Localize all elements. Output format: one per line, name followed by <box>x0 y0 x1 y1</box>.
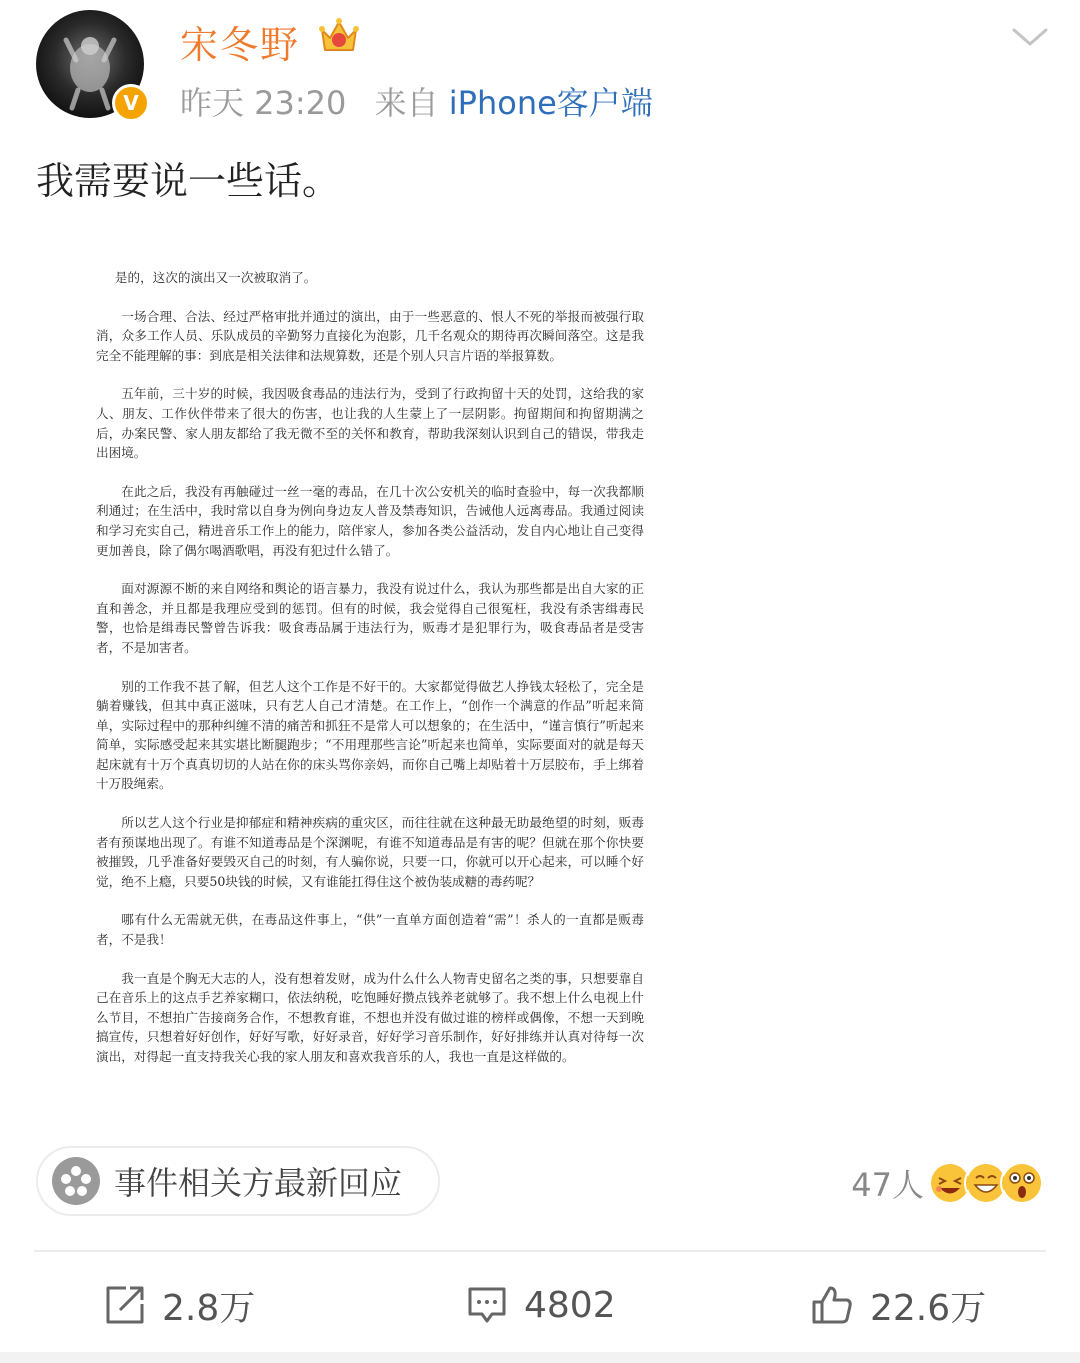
statement-paragraph: 是的，这次的演出又一次被取消了。 <box>114 270 317 285</box>
statement-paragraph: 别的工作我不甚了解，但艺人这个工作是不好干的。大家都觉得做艺人挣钱太轻松了，完全是躺着赚钱，但其中真正滋味，只有艺人自己才清楚。在工作上，“创作一个满意的作品”听起来简单，实际过程中的那种纠缠不清的痛苦和抓狂不是常人可以想象的；在生活中，“谨言慎行”听起来简单，实际感受起来其实堪比断腿跑步；“不用理那些言论”听起来也简单，实际要面对的就是每天起床就有十万个真真切切的人站在你的床头骂你亲妈，而你自己嘴上却贴着十万层胶布，手上绑着十万股绳索。 <box>96 678 644 792</box>
like-icon <box>810 1284 854 1326</box>
post-meta <box>180 78 653 124</box>
verified-badge-icon: V <box>112 84 150 122</box>
crown-icon[interactable] <box>318 16 360 56</box>
statement-image[interactable] <box>96 268 644 1128</box>
post-text: 我需要说一些话。 <box>36 159 341 203</box>
repost-count: 2.8万 <box>162 1287 256 1329</box>
statement-paragraph: 在此之后，我没有再触碰过一丝一毫的毒品，在几十次公安机关的临时查验中，每一次我都顺利通过；在生活中，我时常以自身为例向身边友人普及禁毒知识，告诫他人远离毒品。我通过阅读和学习充实自己，精进音乐工作上的能力，陪伴家人，参加各类公益活动，发自内心地让自己变得更加善良，除了偶尔喝酒歌唱，再没有犯过什么错了。 <box>96 483 644 558</box>
comment-count: 4802 <box>524 1284 616 1326</box>
statement-paragraph: 一场合理、合法、经过严格审批并通过的演出，由于一些恶意的、恨人不死的举报而被强行取消，众多工作人员、乐队成员的辛勤努力直接化为泡影，几千名观众的期待再次瞬间落空。这是我完全不能理解的事：到底是相关法律和法规算数，还是个别人只言片语的举报算数。 <box>96 308 644 363</box>
shocked-emoji <box>1000 1161 1044 1205</box>
timestamp: 昨天 23:20 <box>180 84 347 122</box>
comment-icon <box>466 1284 508 1326</box>
source-link[interactable]: iPhone客户端 <box>448 84 653 122</box>
statement-paragraph: 面对源源不断的来自网络和舆论的语言暴力，我没有说过什么，我认为那些都是出自大家的正直和善念，并且都是我理应受到的惩罚。但有的时候，我会觉得自己很冤枉，我没有杀害缉毒民警，也恰是缉毒民警曾告诉我：吸食毒品属于违法行为，贩毒才是犯罪行为，吸食毒品者是受害者，不是加害者。 <box>96 581 644 655</box>
repost-icon <box>104 1284 146 1326</box>
from-label: 来自 <box>374 84 439 122</box>
topic-chip[interactable] <box>36 1146 440 1216</box>
bottom-strip <box>0 1352 1080 1363</box>
divider <box>34 1250 1046 1252</box>
comment-button[interactable] <box>466 1270 616 1340</box>
statement-paragraph: 我一直是个胸无大志的人，没有想着发财，成为什么什么人物青史留名之类的事，只想要靠自己在音乐上的这点手艺养家糊口，依法纳税，吃饱睡好攒点钱养老就够了。我不想上什么电视上什么节目，不想拍广告接商务合作，不想教育谁，不想也并没有做过谁的榜样或偶像，不想一天到晚搞宣传，只想着好好创作，好好写歌，好好录音，好好学习音乐制作，好好排练并认真对待每一次演出，对得起一直支持我关心我的家人朋友和喜欢我音乐的人，我也一直是这样做的。 <box>96 970 644 1064</box>
like-count: 22.6万 <box>870 1287 987 1329</box>
like-button[interactable] <box>810 1270 986 1340</box>
reaction-count: 47人 <box>851 1166 924 1204</box>
repost-button[interactable] <box>104 1270 255 1340</box>
statement-paragraph: 所以艺人这个行业是抑郁症和精神疾病的重灾区，而往往就在这种最无助最绝望的时刻，贩毒者有预谋地出现了。有谁不知道毒品是个深渊呢，有谁不知道毒品是有害的呢？但就在那个你快要被摧毁，几乎准备好要毁灭自己的时刻，有人骗你说，只要一口，你就可以开心起来，可以睡个好觉，绝不上瘾，只要50块钱的时候，又有谁能扛得住这个被伪装成糖的毒药呢？ <box>96 815 644 889</box>
statement-paragraph: 哪有什么无需就无供，在毒品这件事上，“供”一直单方面创造着“需”！杀人的一直都是贩毒者，不是我！ <box>96 912 644 948</box>
topic-icon <box>52 1157 100 1205</box>
statement-paragraph: 五年前，三十岁的时候，我因吸食毒品的违法行为，受到了行政拘留十天的处罚，这给我的家人、朋友、工作伙伴带来了很大的伤害，也让我的人生蒙上了一层阴影。拘留期间和拘留期满之后，办案民警、家人朋友都给了我无微不至的关怀和教育，帮助我深刻认识到自己的错误，带我走出困境。 <box>96 386 644 461</box>
action-bar <box>0 1270 1080 1340</box>
post-header <box>0 0 1080 130</box>
topic-label: 事件相关方最新回应 <box>114 1164 403 1202</box>
username[interactable]: 宋冬野 <box>180 23 301 67</box>
reactions[interactable] <box>851 1156 1044 1210</box>
chevron-down-icon[interactable] <box>1010 22 1050 52</box>
